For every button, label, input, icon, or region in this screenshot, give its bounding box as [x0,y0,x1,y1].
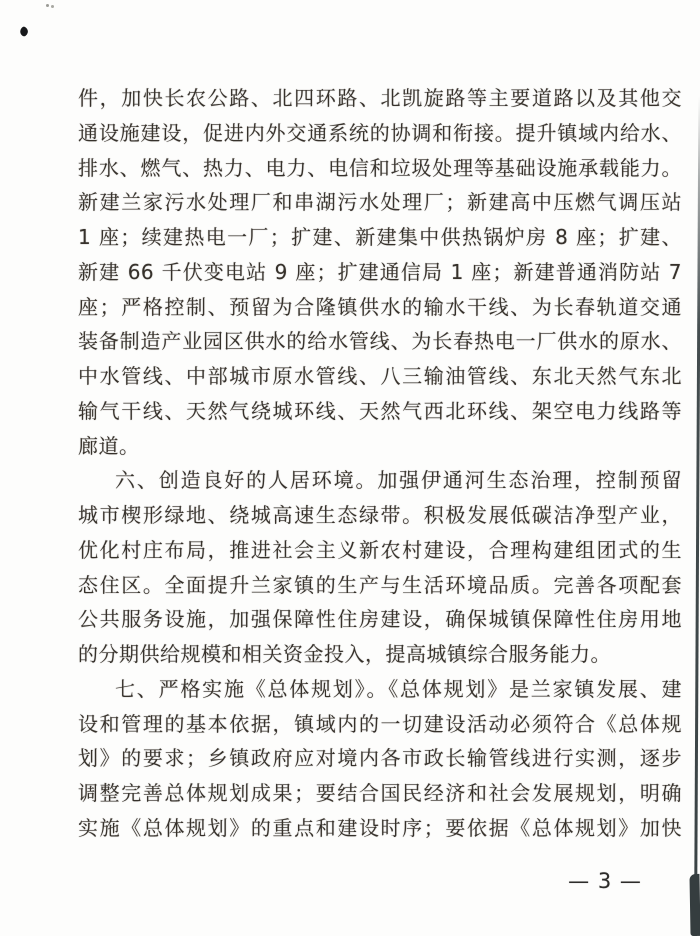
text-line-paragraph-end: 廊道。 [78,433,140,458]
scan-speck-dark [18,26,30,38]
text-line-paragraph-start-section-7: 七、严格实施《总体规划》。《总体规划》是兰家镇发展、建 [115,676,682,701]
text-line-paragraph-start-section-6: 六、创造良好的人居环境。加强伊通河生态治理，控制预留 [115,468,682,493]
text-line: 中水管线、中部城市原水管线、八三输油管线、东北天然气东北 [78,364,682,388]
text-line: 公共服务设施，加强保障性住房建设，确保城镇保障性住房用地 [78,607,682,632]
text-line: 实施《总体规划》的重点和建设时序；要依据《总体规划》加快 [78,815,682,840]
text-line: 装备制造产业园区供水的给水管线、为长春热电一厂供水的原水、 [78,329,682,354]
text-line: 城市楔形绿地、绕城高速生态绿带。积极发展低碳洁净型产业， [78,503,682,527]
text-line: 划》的要求；乡镇政府应对境内各市政长输管线进行实测，逐步 [78,746,682,771]
text-line: 优化村庄布局，推进社会主义新农村建设，合理构建组团式的生 [78,537,682,562]
scan-edge-corner-blob [689,874,700,936]
text-line: 态住区。全面提升兰家镇的生产与生活环境品质。完善各项配套 [78,572,682,597]
page-number: — 3 — [568,869,642,893]
text-line: 1 座；续建热电一厂；扩建、新建集中供热锅炉房 8 座；扩建、 [78,225,682,249]
text-line: 输气干线、天然气绕城环线、天然气西北环线、架空电力线路等 [78,398,682,423]
document-body-text [78,81,682,846]
text-line-paragraph-end: 的分期供给规模和相关资金投入，提高城镇综合服务能力。 [78,642,611,666]
text-line: 排水、燃气、热力、电力、电信和垃圾处理等基础设施承载能力。 [78,155,682,180]
text-line: 座；严格控制、预留为合隆镇供水的输水干线、为长春轨道交通 [78,294,682,319]
text-line: 新建 66 千伏变电站 9 座；扩建通信局 1 座；新建普通消防站 7 [78,259,682,284]
text-line: 通设施建设，促进内外交通系统的协调和衔接。提升镇域内给水、 [78,120,682,145]
scan-edge-line [694,96,700,936]
text-line: 件，加快长农公路、北四环路、北凯旋路等主要道路以及其他交 [78,86,682,110]
text-line: 调整完善总体规划成果；要结合国民经济和社会发展规划，明确 [78,781,682,805]
scan-speck-light [46,4,49,7]
text-line: 设和管理的基本依据，镇域内的一切建设活动必须符合《总体规 [78,711,682,736]
text-line: 新建兰家污水处理厂和串湖污水处理厂；新建高中压燃气调压站 [78,190,682,215]
